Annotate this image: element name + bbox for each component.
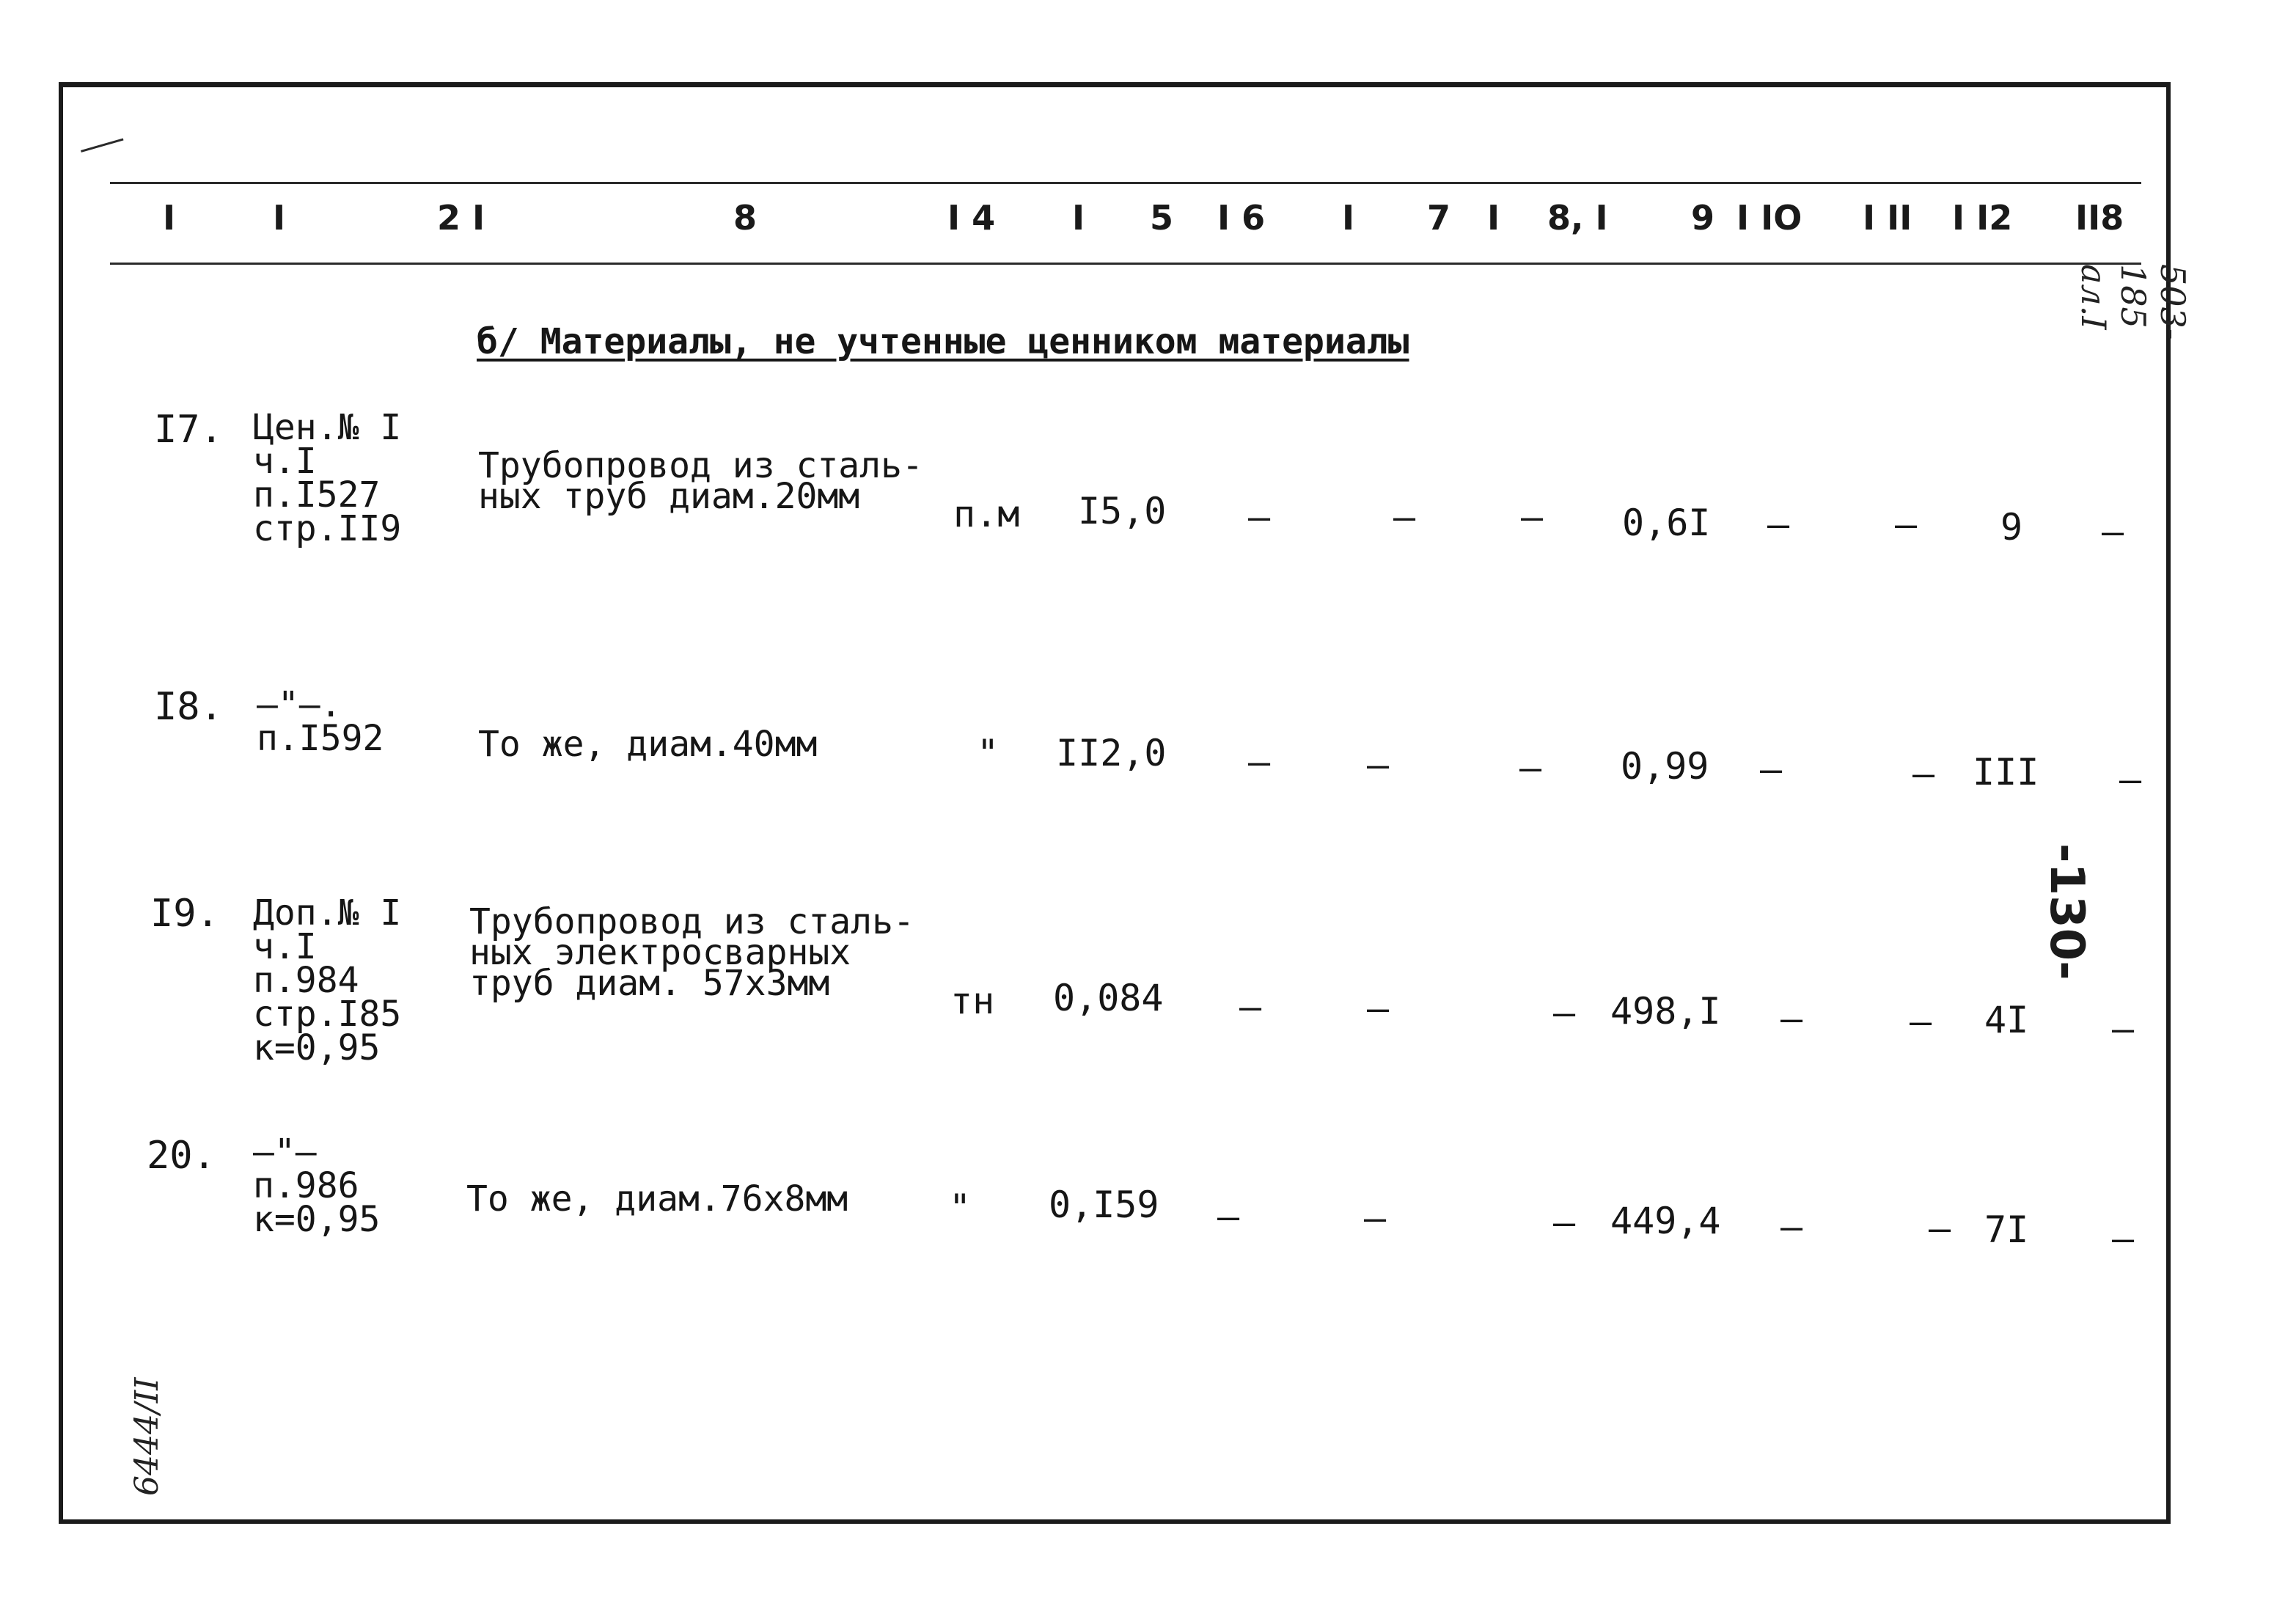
dash-cell: – [1767,503,1790,546]
dash-cell: – [1248,741,1271,783]
column-header: 7 [1427,198,1451,238]
item-description [478,445,923,517]
price-cell: 0,6I [1622,502,1711,544]
source-reference [257,684,384,759]
item-description [466,1178,848,1219]
dash-cell: – [1553,991,1576,1034]
column-header: I [1342,198,1355,238]
description-line: ных труб диам.20мм [478,476,860,517]
source-line: ч.I [253,926,317,967]
unit-cell: " [949,1186,972,1229]
source-reference [253,1131,381,1240]
dash-cell: – [1239,986,1262,1028]
column-header: I [273,198,286,238]
unit-cell: тн [950,980,995,1022]
dash-cell: – [1367,987,1390,1030]
dash-cell: – [1248,496,1271,538]
total-cell: III [1973,751,2039,793]
dash-cell: – [1780,1206,1803,1248]
column-header: 8, I [1547,198,1608,238]
source-reference [253,407,402,549]
row-number: 20. [147,1134,216,1178]
dash-cell: – [1519,747,1542,789]
total-cell: 9 [2000,506,2023,549]
column-header: II8 [2075,198,2124,238]
description-line: труб диам. 57х3мм [469,963,830,1004]
description-line: То же, диам.76х8мм [466,1178,848,1219]
source-line: п.I592 [257,718,384,759]
dash-cell: – [1780,997,1803,1040]
unit-cell: " [977,732,1000,774]
quantity-cell: I5,0 [1078,490,1167,532]
dash-cell: – [2112,1008,2135,1050]
dash-cell: – [1521,496,1544,538]
total-cell: 4I [1984,999,2029,1041]
description-line: Трубопровод из сталь- [469,901,914,942]
price-cell: 0,99 [1621,745,1709,788]
dash-cell: – [1895,503,1918,546]
source-line: –"–. [257,684,342,725]
column-header: I I2 [1952,198,2013,238]
dash-cell: – [1367,744,1390,786]
row-number: I8. [154,685,223,729]
dash-cell: – [2112,1217,2135,1260]
quantity-cell: 0,I59 [1049,1184,1159,1226]
source-line: к=0,95 [253,1199,381,1240]
item-description [478,724,818,765]
dash-cell: – [1912,752,1935,795]
source-line: ч.I [253,441,317,482]
section-title: б/ Материалы, не учтенные ценником материалы [477,321,1409,362]
unit-cell: п.м [953,493,1020,535]
row-number: I7. [154,408,223,452]
column-header: 9 [1691,198,1715,238]
description-line: ных электросварных [469,932,851,973]
page-number: -130- [2039,843,2094,980]
quantity-cell: II2,0 [1056,732,1167,774]
column-header: 2 I [437,198,485,238]
source-line: п.984 [253,960,359,1001]
dash-cell: – [2102,510,2124,553]
column-header: 8 [733,198,758,238]
column-header: I 6 [1217,198,1266,238]
row-number: I9. [150,892,219,936]
total-cell: 7I [1984,1208,2029,1251]
column-header: I IO [1736,198,1802,238]
item-description [469,901,914,1004]
header-top-rule [110,182,2141,184]
description-line: Трубопровод из сталь- [478,445,923,486]
document-code: 503-185 ал.I [2074,264,2193,340]
dash-cell: – [1929,1207,1951,1250]
dash-cell: – [2119,758,2142,801]
column-header: I [1487,198,1500,238]
column-header: I II [1863,198,1912,238]
source-reference [253,892,402,1068]
description-line: То же, диам.40мм [478,724,818,765]
column-header: I 4 [947,198,996,238]
column-header: I [1072,198,1085,238]
header-bottom-rule [110,263,2141,265]
dash-cell: – [1393,496,1416,538]
column-header: I [163,198,176,238]
dash-cell: – [1910,1000,1932,1043]
source-line: –"– [253,1131,317,1173]
source-line: п.I527 [253,474,381,516]
column-header: 5 [1150,198,1174,238]
dash-cell: – [1217,1195,1240,1238]
quantity-cell: 0,084 [1053,977,1164,1019]
archive-number: 6444/II [128,1377,166,1496]
dash-cell: – [1760,748,1783,791]
source-line: к=0,95 [253,1027,381,1068]
page-frame [59,82,2171,1524]
source-line: п.986 [253,1165,359,1206]
source-line: стр.I85 [253,994,402,1035]
dash-cell: – [1364,1197,1387,1239]
source-line: стр.II9 [253,508,402,549]
dash-cell: – [1553,1201,1576,1244]
source-line: Доп.№ I [253,892,402,933]
price-cell: 449,4 [1610,1200,1721,1242]
source-line: Цен.№ I [253,407,402,448]
price-cell: 498,I [1610,990,1721,1032]
